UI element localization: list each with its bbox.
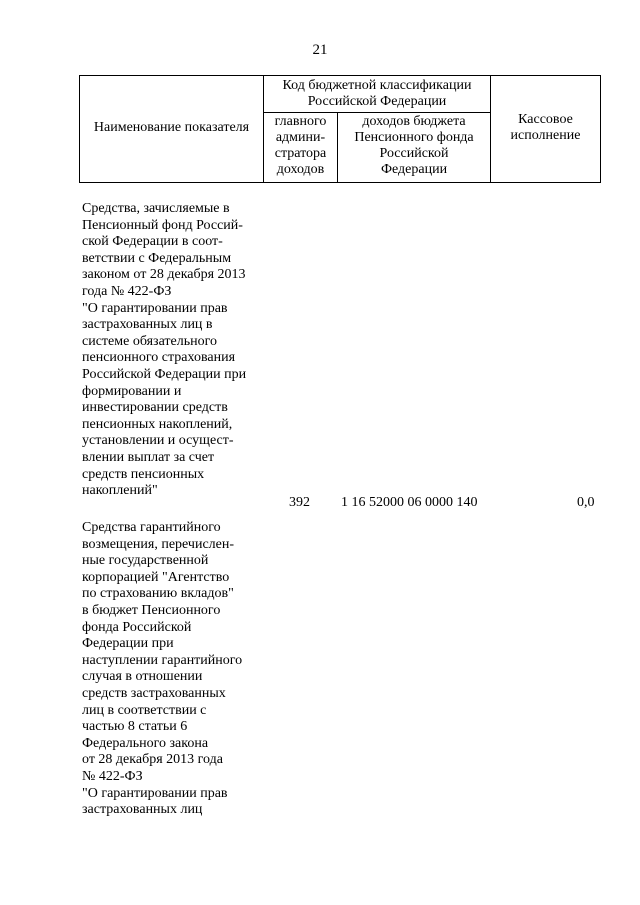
header-cash: Кассовое исполнение [510,112,581,143]
row-1-admin-code: 392 [289,495,310,510]
row-1-cash: 0,0 [577,495,595,510]
row-1-income-code: 1 16 52000 06 0000 140 [341,495,478,510]
row-1-name: Средства, зачисляемые в Пенсионный фонд Россий- ской Федерации в соот- ветствии с Федеральным законом от 28 декабря 2013 года № 422-ФЗ "О гарантировании прав застрахованных лиц в системе обязательного пенсионного страхования Российской Федерации при формировании и инвестировании средств пенсионных накоплений, установлении и осущест- влении выплат за счет средств пенсионных накоплений" [82,201,247,499]
divider-code-subheader [263,112,491,113]
table-header [79,75,601,183]
header-border-top [79,75,601,76]
header-income: доходов бюджета Пенсионного фонда Российской Федерации [354,114,474,177]
page-number: 21 [312,42,328,58]
row-2-name: Средства гарантийного возмещения, перечислен- ные государственной корпорацией "Агентство по страхованию вкладов" в бюджет Пенсионного фонда Российской Федерации при наступлении гарантийного случая в отношении средств застрахованных лиц в соответствии с частью 8 статьи 6 Федерального закона от 28 декабря 2013 года № 422-ФЗ "О гарантировании прав застрахованных лиц [82,520,243,818]
header-border-bottom [79,182,601,183]
header-admin: главного админи- стратора доходов [274,114,327,177]
header-border-right [600,75,601,183]
header-code-group: Код бюджетной классификации Российской Федерации [282,78,472,109]
header-name: Наименование показателя [93,120,250,135]
